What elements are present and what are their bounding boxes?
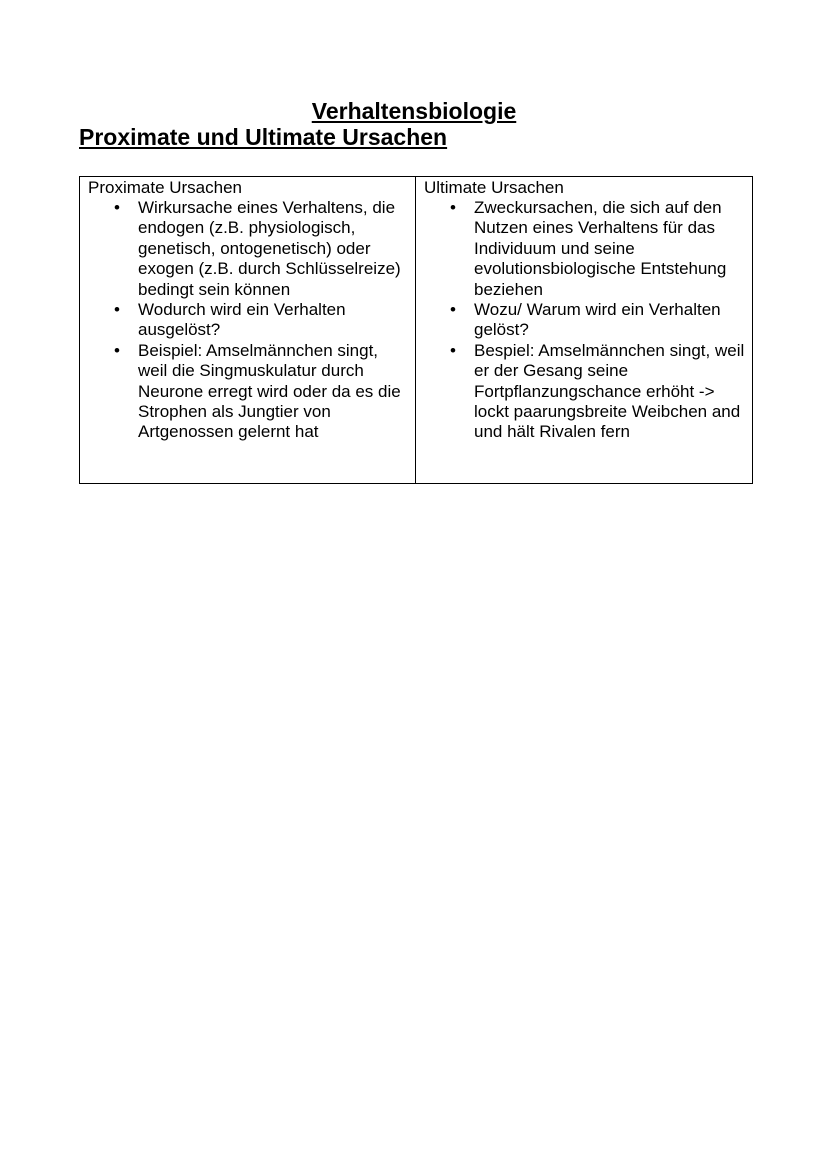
proximate-column — [80, 177, 416, 484]
list-item: • Zweckursachen, die sich auf den Nutzen eines Verhaltens für das Individuum und seine evolutionsbiologische Entstehung beziehen — [416, 198, 752, 300]
ultimate-column — [416, 177, 753, 484]
list-item: • Wozu/ Warum wird ein Verhalten gelöst? — [416, 300, 752, 341]
page-title: Verhaltensbiologie — [311, 98, 517, 124]
page-subtitle: Proximate und Ultimate Ursachen — [79, 124, 448, 150]
list-item: • Bespiel: Amselmännchen singt, weil er der Gesang seine Fortpflanzungschance erhöht -> lockt paarungsbreite Weibchen and und hält Rivalen fern — [416, 341, 752, 443]
list-item: • Wodurch wird ein Verhalten ausgelöst? — [80, 300, 415, 341]
list-item: • Wirkursache eines Verhaltens, die endogen (z.B. physiologisch, genetisch, ontogenetisch) oder exogen (z.B. durch Schlüsselreize) bedingt sein können — [80, 198, 415, 300]
causes-table — [79, 176, 753, 484]
table-row — [80, 177, 753, 484]
ultimate-list — [416, 198, 752, 443]
list-item: • Beispiel: Amselmännchen singt, weil die Singmuskulatur durch Neurone erregt wird oder da es die Strophen als Jungtier von Artgenossen gelernt hat — [80, 341, 415, 443]
proximate-header: Proximate Ursachen — [88, 178, 243, 197]
proximate-list — [80, 198, 415, 443]
ultimate-header: Ultimate Ursachen — [424, 178, 564, 197]
